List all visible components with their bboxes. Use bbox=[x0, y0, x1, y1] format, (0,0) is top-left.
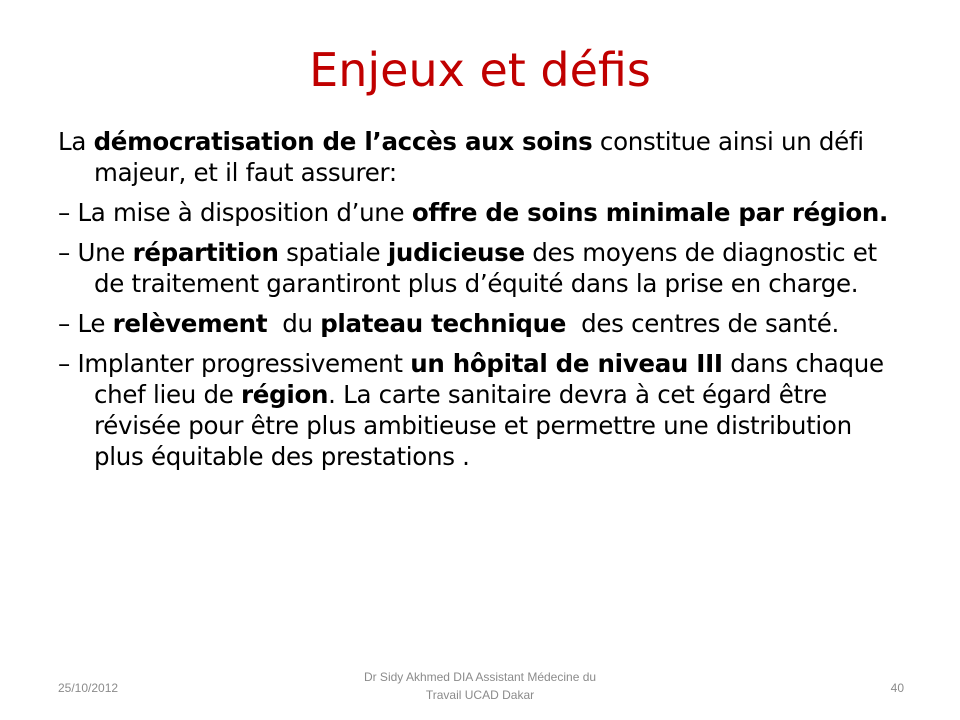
bullet-emphasis: répartition bbox=[132, 238, 279, 267]
bullet-emphasis: plateau technique bbox=[320, 309, 567, 338]
bullet-item-hopital bbox=[58, 348, 908, 472]
bullet-item-offre bbox=[58, 197, 908, 228]
intro-text: constitue ainsi un défi majeur, et il faut assurer: bbox=[94, 127, 864, 187]
intro-text: La bbox=[58, 127, 94, 156]
bullet-text: spatiale bbox=[278, 238, 388, 267]
bullet-text: – Le bbox=[58, 309, 113, 338]
page-number: 40 bbox=[890, 681, 904, 695]
bullet-text: . La carte sanitaire devra à cet égard être révisée pour être plus ambitieuse et permettre une distribution plus équitable des prestations . bbox=[94, 380, 852, 471]
bullet-text: du bbox=[267, 309, 321, 338]
bullet-emphasis: judicieuse bbox=[387, 238, 525, 267]
slide-body bbox=[58, 126, 908, 481]
intro-paragraph bbox=[58, 126, 908, 188]
bullet-emphasis: relèvement bbox=[112, 309, 268, 338]
bullet-text: dans chaque chef lieu de bbox=[94, 349, 884, 409]
bullet-emphasis: offre de soins minimale par région. bbox=[411, 198, 889, 227]
bullet-text: des moyens de diagnostic et de traitement garantiront plus d’équité dans la prise en charge. bbox=[94, 238, 877, 298]
bullet-text: des centres de santé. bbox=[566, 309, 840, 338]
bullet-emphasis: un hôpital de niveau III bbox=[410, 349, 723, 378]
footer-date: 25/10/2012 bbox=[58, 681, 119, 695]
bullet-item-repartition bbox=[58, 237, 908, 299]
footer-author-line: Dr Sidy Akhmed DIA Assistant Médecine du bbox=[363, 670, 597, 684]
bullet-text: – La mise à disposition d’une bbox=[58, 198, 412, 227]
footer-author bbox=[300, 668, 660, 704]
bullet-text: – Implanter progressivement bbox=[58, 349, 411, 378]
bullet-emphasis: région bbox=[241, 380, 329, 409]
slide-title: Enjeux et défis bbox=[309, 43, 651, 97]
bullet-text: – Une bbox=[58, 238, 133, 267]
bullet-item-plateau bbox=[58, 308, 908, 339]
footer-author-line: Travail UCAD Dakar bbox=[425, 688, 535, 702]
intro-emphasis: démocratisation de l’accès aux soins bbox=[93, 127, 593, 156]
